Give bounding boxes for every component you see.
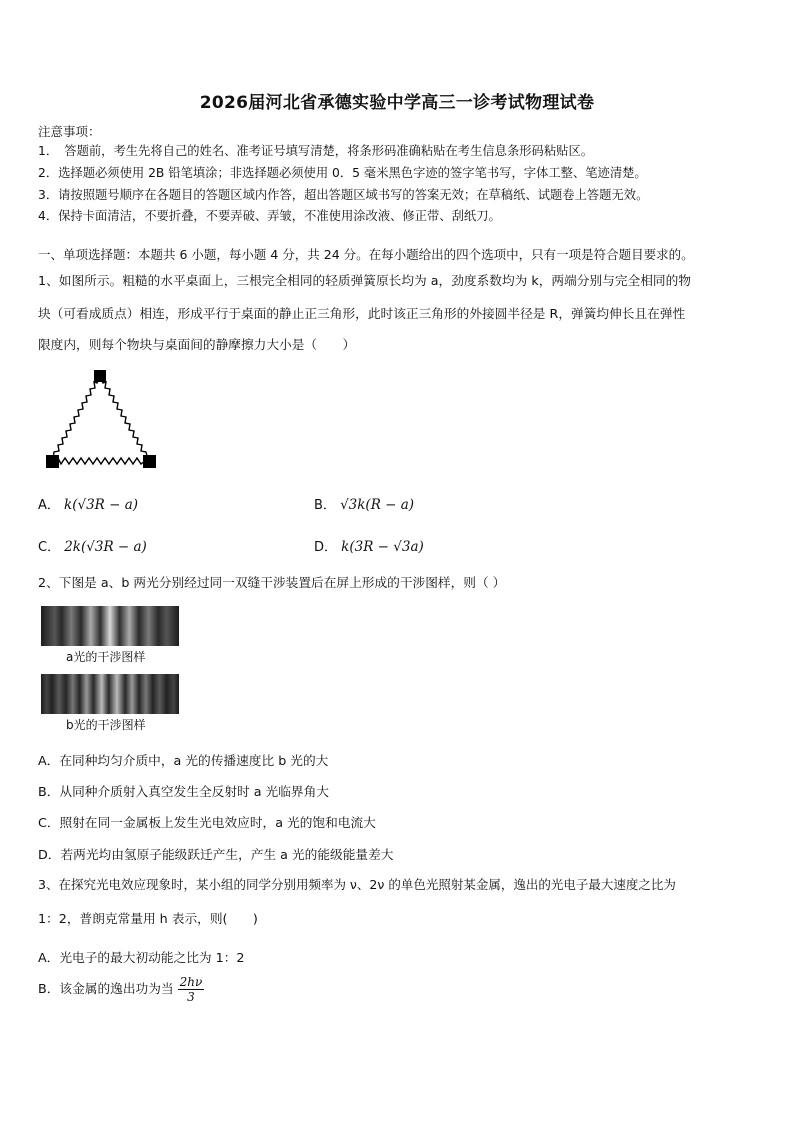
spring-bottom <box>53 458 148 464</box>
interference-pattern-b <box>41 674 179 714</box>
q2-option-b[interactable]: B．从同种介质射入真空发生全反射时 a 光临界角大 <box>38 784 329 799</box>
note-item-1: 1． 答题前，考生先将自己的姓名、准考证号填写清楚，将条形码准确粘贴在考生信息条形码粘贴区。 <box>38 144 594 158</box>
option-label: B． <box>314 498 336 513</box>
fraction-denominator: 3 <box>187 990 195 1004</box>
caption-a: a光的干涉图样 <box>66 650 146 664</box>
pattern-b-fringes <box>41 674 179 714</box>
option-label: C． <box>38 540 61 555</box>
option-expr: 2k(√3R − a) <box>64 539 147 555</box>
page-title: 2026届河北省承德实验中学高三一诊考试物理试卷 <box>199 93 595 113</box>
q1-option-d[interactable] <box>314 536 424 555</box>
note-item-2: 2．选择题必须使用 2B 铅笔填涂；非选择题必须使用 0．5 毫米黑色字迹的签字笔书写，字体工整、笔迹清楚。 <box>38 166 647 180</box>
note-item-3: 3．请按照题号顺序在各题目的答题区域内作答，超出答题区域书写的答案无效；在草稿纸、试题卷上答题无效。 <box>38 188 649 202</box>
caption-b: b光的干涉图样 <box>66 718 146 732</box>
q1-line-1: 1、如图所示。粗糙的水平桌面上，三根完全相同的轻质弹簧原长均为 a，劲度系数均为 k，两端分别与完全相同的物 <box>38 273 691 288</box>
q3-option-a[interactable]: A．光电子的最大初动能之比为 1：2 <box>38 950 245 965</box>
option-expr: √3k(R − a) <box>340 497 415 513</box>
q3-line-1: 3、在探究光电效应现象时，某小组的同学分别用频率为 ν、2ν 的单色光照射某金属，逸出的光电子最大速度之比为 <box>38 877 676 892</box>
fraction <box>178 975 205 1004</box>
block-top <box>94 370 106 382</box>
q1-option-c[interactable] <box>38 536 147 555</box>
q2-option-d[interactable]: D．若两光均由氢原子能级跃迁产生，产生 a 光的能级能量差大 <box>38 847 394 862</box>
option-b-text: B．该金属的逸出功为当 <box>38 981 174 996</box>
q1-line-3: 限度内，则每个物块与桌面间的静摩擦力大小是（ ） <box>38 337 356 352</box>
q3-line-2: 1：2，普朗克常量用 h 表示，则( ) <box>38 911 258 926</box>
option-expr: k(3R − √3a) <box>341 539 424 555</box>
q2-option-c[interactable]: C．照射在同一金属板上发生光电效应时，a 光的饱和电流大 <box>38 815 376 830</box>
interference-pattern-a <box>41 606 179 646</box>
option-label: A． <box>38 498 60 513</box>
q3-option-b[interactable] <box>38 975 204 1004</box>
spring-triangle-figure <box>40 365 165 475</box>
q1-option-a[interactable] <box>38 494 138 513</box>
block-left <box>46 455 59 468</box>
q2-stem: 2、下图是 a、b 两光分别经过同一双缝干涉装置后在屏上形成的干涉图样，则（ ） <box>38 575 506 590</box>
section-heading: 一、单项选择题：本题共 6 小题，每小题 4 分，共 24 分。在每小题给出的四个选项中，只有一项是符合题目要求的。 <box>38 247 694 262</box>
option-expr: k(√3R − a) <box>64 497 139 513</box>
block-right <box>143 455 156 468</box>
q1-option-b[interactable] <box>314 494 414 513</box>
spring-left <box>53 377 100 460</box>
pattern-a-fringes <box>41 606 179 646</box>
spring-right <box>100 377 148 460</box>
fraction-numerator: 2hν <box>179 975 203 989</box>
option-label: D． <box>314 540 338 555</box>
notes-heading: 注意事项： <box>38 124 101 139</box>
q1-line-2: 块（可看成质点）相连，形成平行于桌面的静止正三角形，此时该正三角形的外接圆半径是 R，弹簧均伸长且在弹性 <box>38 306 686 321</box>
q2-option-a[interactable]: A．在同种均匀介质中，a 光的传播速度比 b 光的大 <box>38 753 329 768</box>
note-item-4: 4．保持卡面清洁，不要折叠，不要弄破、弄皱，不准使用涂改液、修正带、刮纸刀。 <box>38 209 501 223</box>
